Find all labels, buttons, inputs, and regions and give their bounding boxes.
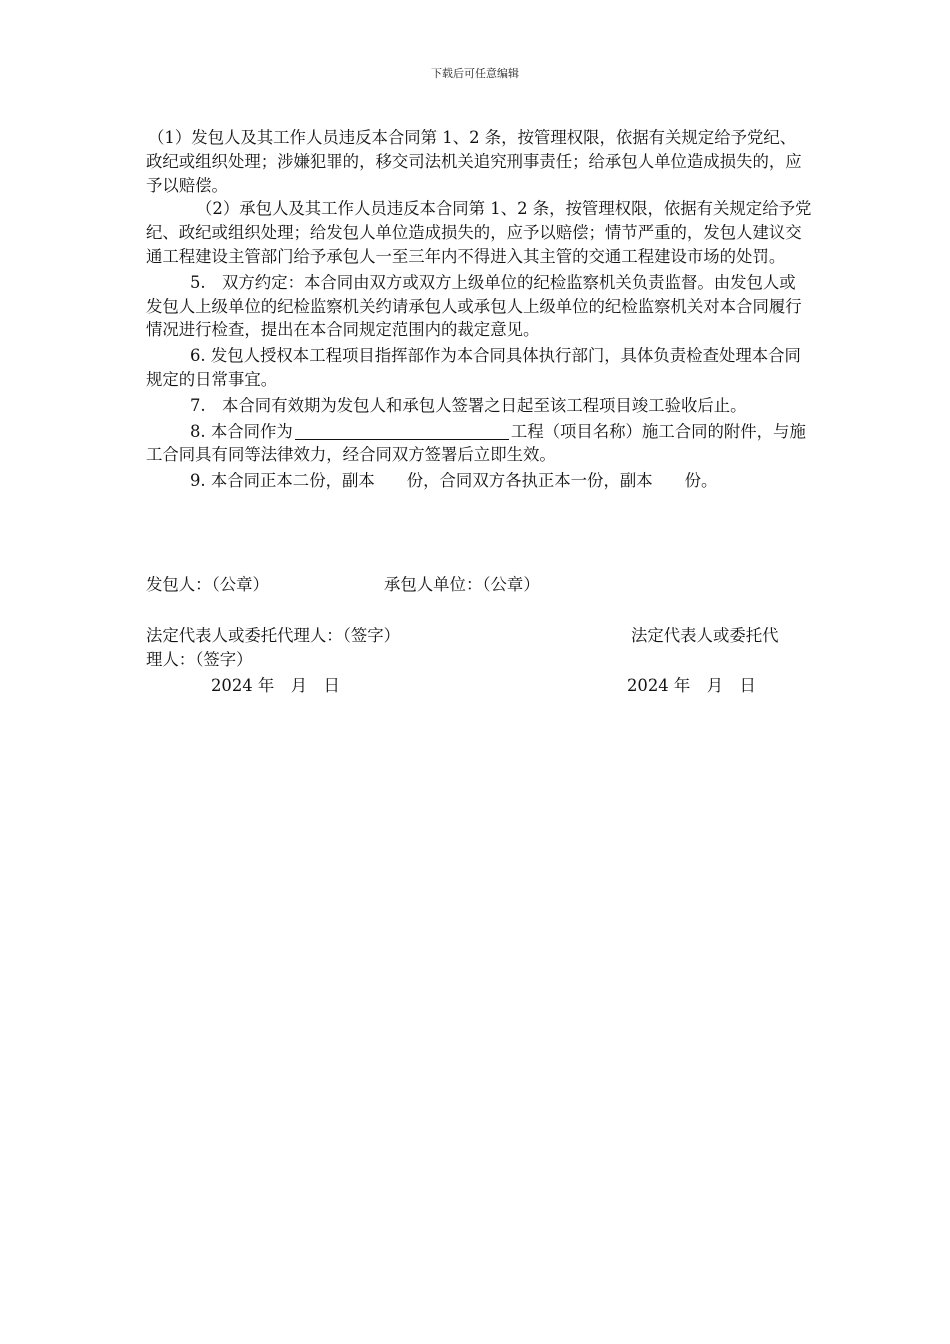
clause-6-authorization: 6. 发包人授权本工程项目指挥部作为本合同具体执行部门，具体负责检查处理本合同规定的日常事宜。 bbox=[146, 346, 801, 389]
clause-9-copies bbox=[146, 469, 812, 493]
clause-8-attachment bbox=[146, 420, 812, 468]
clause-9-text-1: 9. 本合同正本二份，副本 bbox=[190, 471, 375, 491]
party-b-representative-line2: 理人：（签字） bbox=[146, 650, 253, 669]
party-a-seal: 发包人：（公章） bbox=[146, 575, 269, 594]
clause-2-penalty-party-b: （2）承包人及其工作人员违反本合同第 1、2 条，按管理权限，依据有关规定给予党纪、政纪或组织处理；给发包人单位造成损失的，应予以赔偿；情节严重的，发包人建议交通工程建设主管部门给予承包人一至三年内不得进入其主管的交通工程建设市场的处罚。 bbox=[146, 199, 812, 266]
party-b-date: 2024 年 月 日 bbox=[627, 676, 756, 695]
clause-7-validity: 7. 本合同有效期为发包人和承包人签署之日起至该工程项目竣工验收后止。 bbox=[190, 395, 747, 415]
party-a-date: 2024 年 月 日 bbox=[211, 676, 340, 695]
clause-5-supervision: 5. 双方约定：本合同由双方或双方上级单位的纪检监察机关负责监督。由发包人或发包人上级单位的纪检监察机关约请承包人或承包人上级单位的纪检监察机关对本合同履行情况进行检查，提出在本合同规定范围内的裁定意见。 bbox=[146, 272, 802, 340]
contract-body bbox=[146, 126, 812, 493]
party-b-representative-line1: 法定代表人或委托代 bbox=[631, 626, 779, 645]
clause-8-text-after: 工程（项目名称）施工合同的附件，与施工合同具有同等法律效力，经合同双方签署后立即生效。 bbox=[146, 421, 806, 465]
party-a-representative: 法定代表人或委托代理人：（签字） bbox=[146, 626, 401, 645]
clause-9-text-2: 份，合同双方各执正本一份，副本 bbox=[406, 471, 653, 491]
page-header: 下载后可任意编辑 bbox=[431, 67, 519, 80]
clause-8-text-before: 8. 本合同作为 bbox=[190, 421, 293, 441]
project-name-blank[interactable] bbox=[295, 422, 509, 440]
party-b-seal: 承包人单位：（公章） bbox=[384, 575, 540, 594]
clause-9-text-3: 份。 bbox=[684, 471, 718, 491]
clause-1-penalty-party-a: （1）发包人及其工作人员违反本合同第 1、2 条，按管理权限，依据有关规定给予党纪、政纪或组织处理；涉嫌犯罪的，移交司法机关追究刑事责任；给承包人单位造成损失的，应予以赔偿。 bbox=[146, 128, 802, 195]
